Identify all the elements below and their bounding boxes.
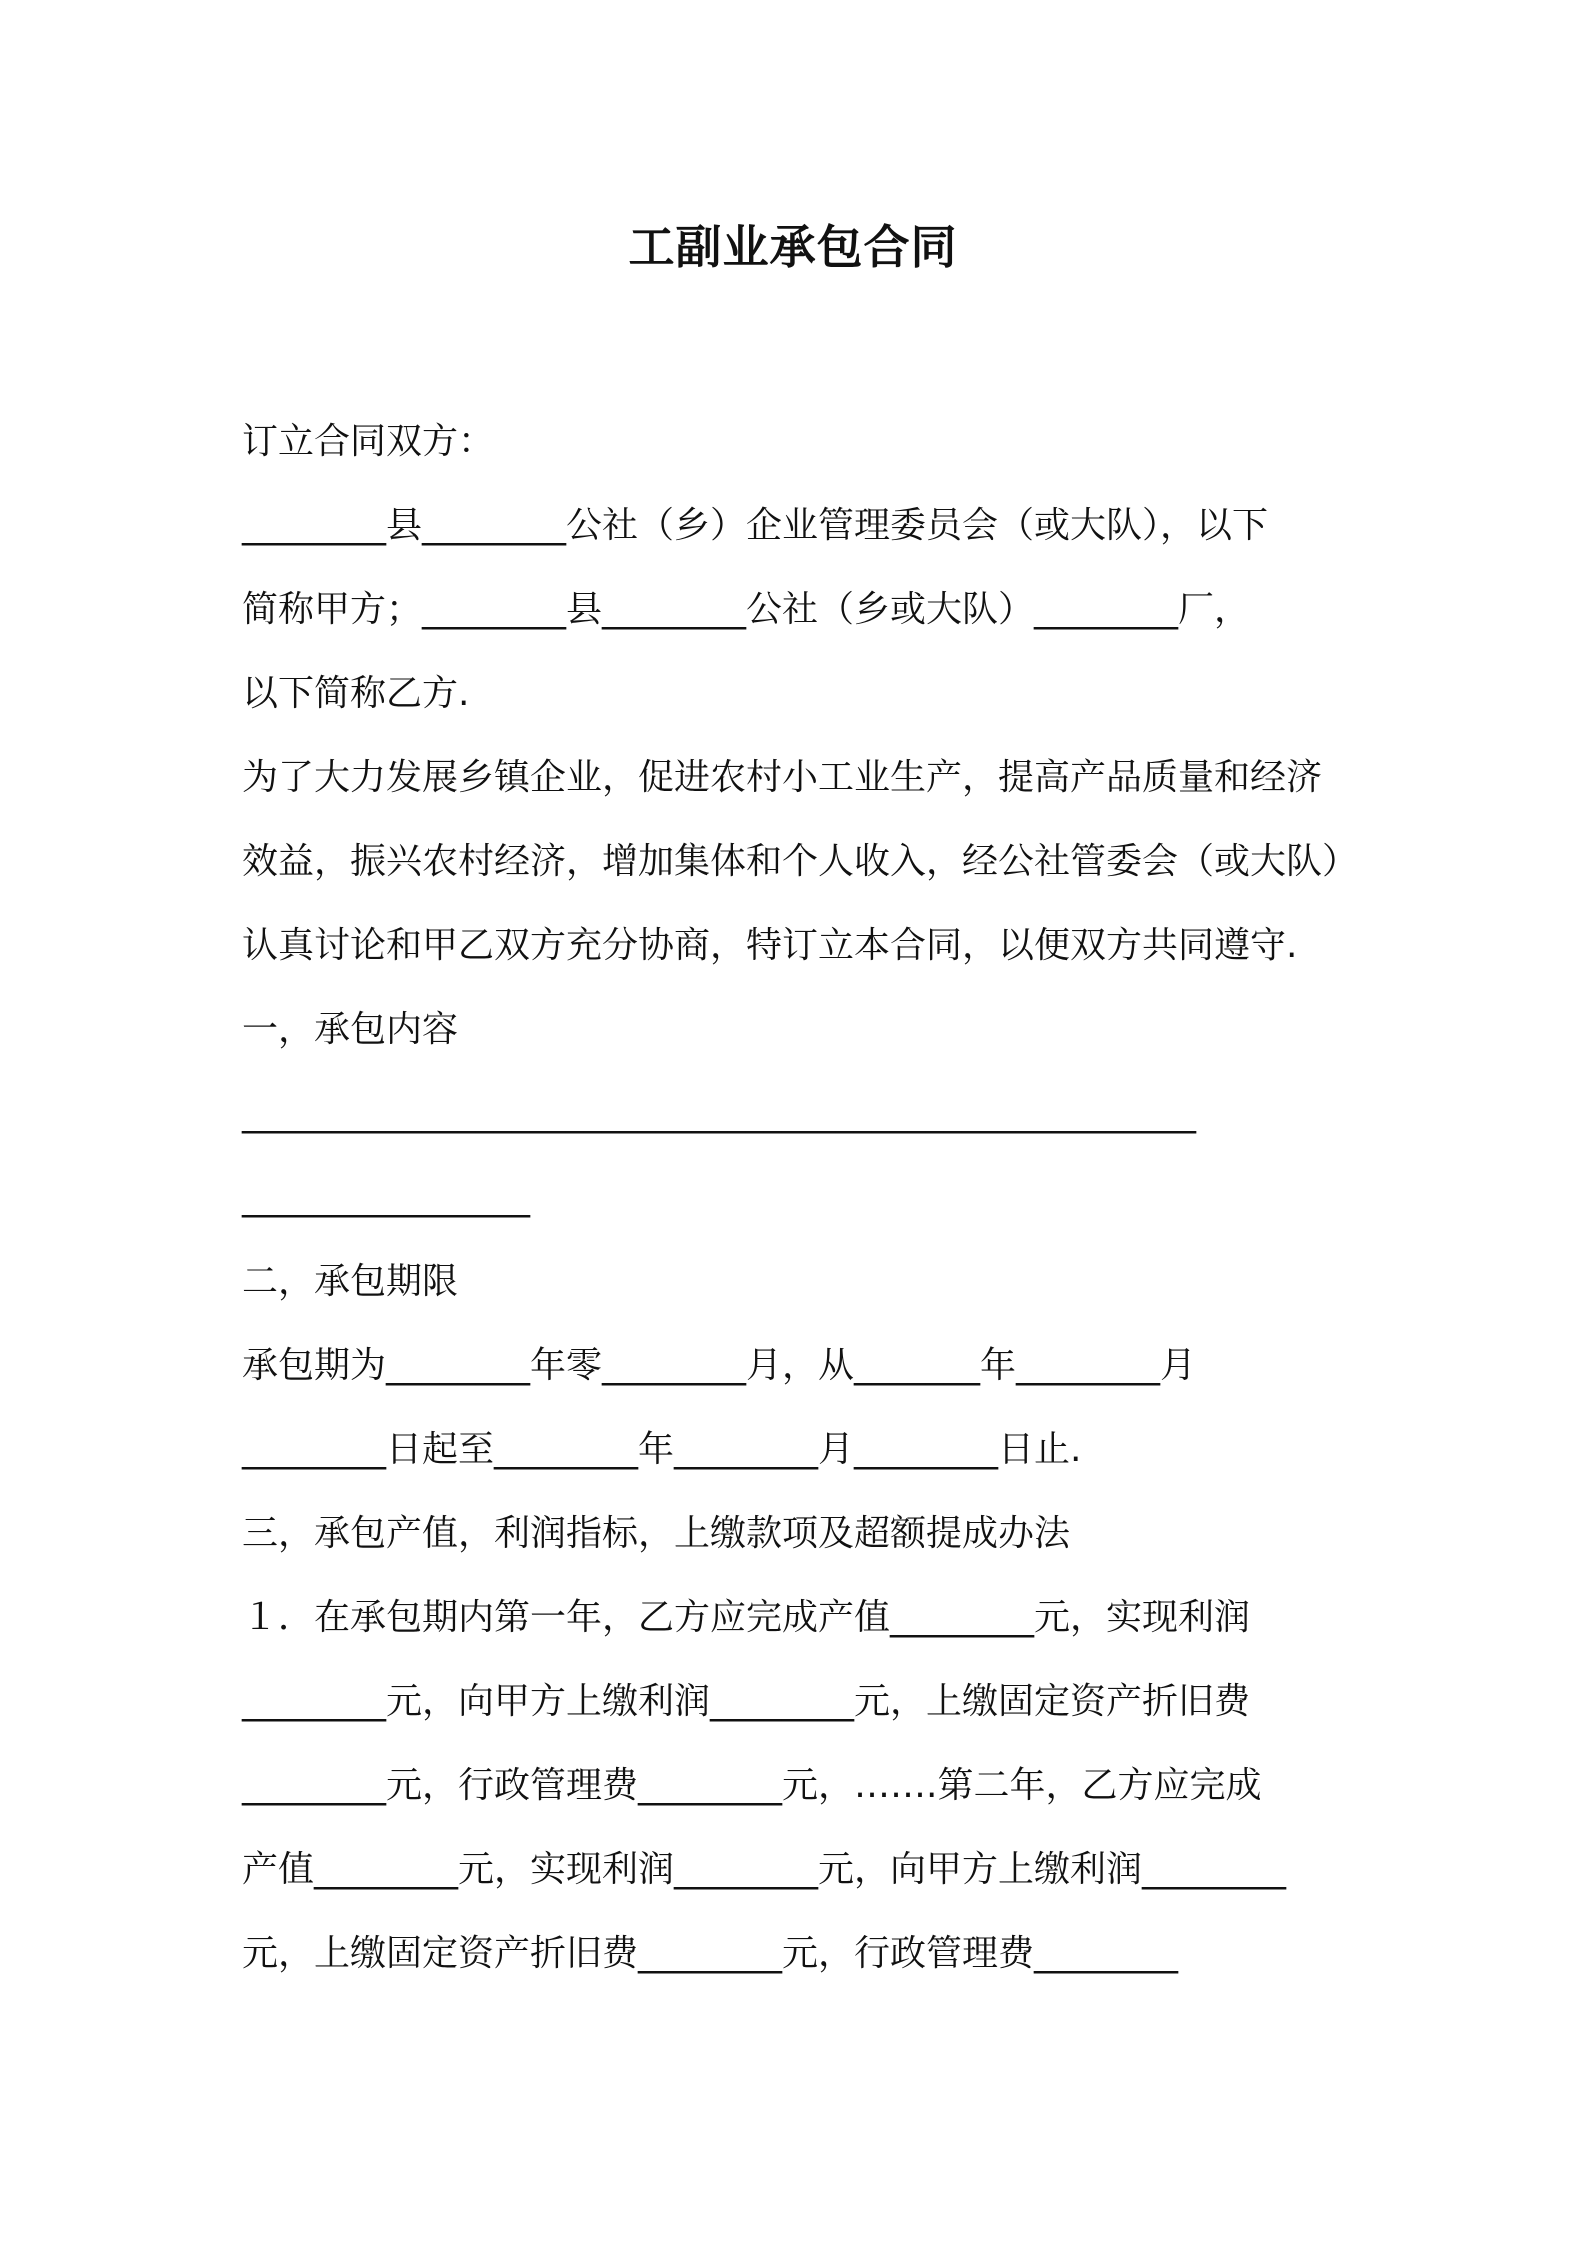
section-1-heading: 一，承包内容 (242, 1009, 459, 1050)
section-2-heading: 二，承包期限 (242, 1261, 459, 1302)
preamble-line-3: 认真讨论和甲乙双方充分协商，特订立本合同，以便双方共同遵守. (242, 925, 1298, 966)
clause-1-line-3: ________元，行政管理费________元，…….第二年，乙方应完成 (242, 1765, 1262, 1806)
party-a-line-1: ________县________公社（乡）企业管理委员会（或大队），以下 (242, 505, 1269, 546)
preamble-line-2: 效益，振兴农村经济，增加集体和个人收入，经公社管委会（或大队） (242, 841, 1359, 882)
parties-intro-line: 订立合同双方： (242, 421, 495, 462)
term-line-2: ________日起至________年________月________日止. (242, 1429, 1082, 1470)
party-b-line: 简称甲方；________县________公社（乡或大队）________厂， (242, 589, 1251, 630)
clause-1-line-5: 元，上缴固定资产折旧费________元，行政管理费________ (242, 1933, 1179, 1974)
preamble-line-1: 为了大力发展乡镇企业，促进农村小工业生产，提高产品质量和经济 (242, 757, 1323, 798)
term-line-1: 承包期为________年零________月，从_______年________月 (242, 1345, 1197, 1386)
section-3-heading: 三，承包产值，利润指标，上缴款项及超额提成办法 (242, 1513, 1071, 1554)
clause-1-line-2: ________元，向甲方上缴利润________元，上缴固定资产折旧费 (242, 1681, 1251, 1722)
document-body (242, 400, 1358, 1996)
document-title: 工副业承包合同 (628, 220, 958, 274)
contract-content-blank-1: _____________________________________________________ (242, 1093, 1196, 1134)
party-b-line-2: 以下简称乙方. (242, 673, 470, 714)
clause-1-line-4: 产值________元，实现利润________元，向甲方上缴利润________ (242, 1849, 1287, 1890)
contract-content-blank-2: ________________ (242, 1177, 530, 1218)
clause-1-line-1: １．在承包期内第一年，乙方应完成产值________元，实现利润 (242, 1597, 1251, 1638)
